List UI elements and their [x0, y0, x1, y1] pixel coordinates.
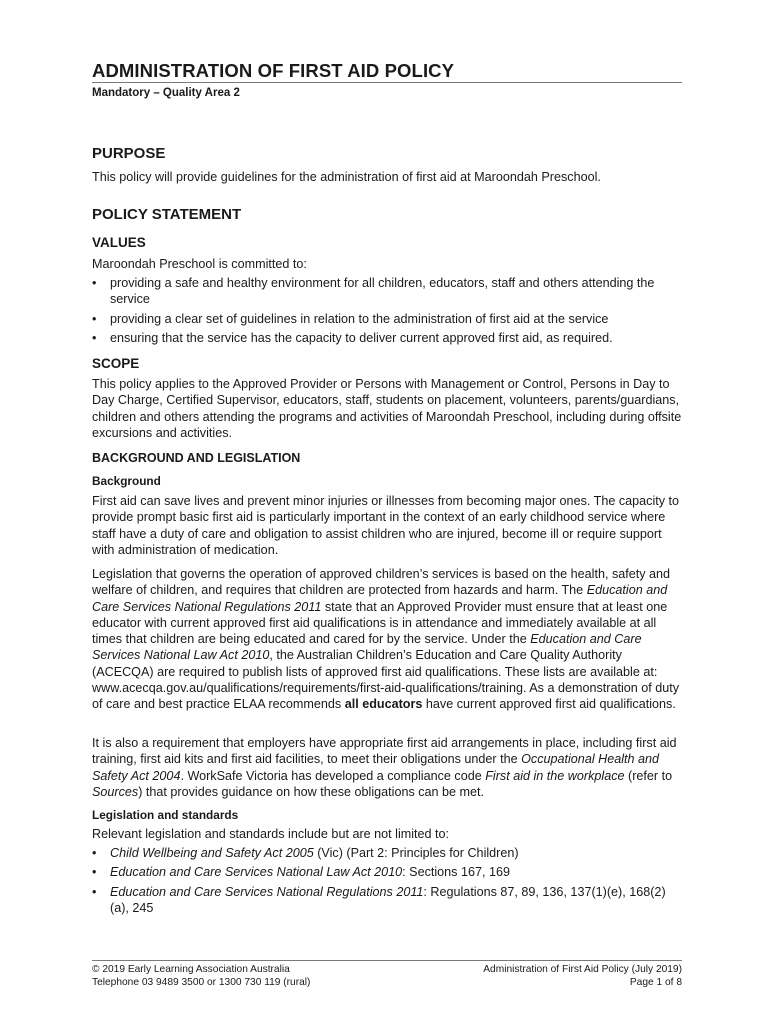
- scope-text: This policy applies to the Approved Provider or Persons with Management or Control, Persons in Day to Day Charge, Certified Supervisor, educators, staff, students on placement, volunteers, parents/guardians, children and others attending the programs and activities of Maroondah Preschool, including during offsite excursions and activities.: [92, 377, 682, 440]
- background-paragraph-2: Legislation that governs the operation of approved children’s services is based on the health, safety and welfare of children, and requires that children are protected from hazards and harm. The Education and Care Services National Regulations 2011 state that an Approved Provider must ensure that at least one educator with current approved first aid qualifications is in attendance and immediately available at all times that children are being educated and cared for by the service. Under the Education and Care Services National Law Act 2010, the Australian Children’s Education and Care Quality Authority (ACECQA) are required to publish lists of approved first aid qualifications. These lists are available at: www.acecqa.gov.au/qualifications/requirements/first-aid-qualifications/training. As a demonstration of duty of care and best practice ELAA recommends all educators have current approved first aid qualifications.: [92, 567, 680, 712]
- footer-right: [382, 964, 682, 989]
- list-item: • Education and Care Services National Regulations 2011: Regulations 87, 89, 136, 137(1)(e), 168(2)(a), 245: [92, 884, 666, 916]
- list-item: • Child Wellbeing and Safety Act 2005 (Vic) (Part 2: Principles for Children): [92, 846, 519, 860]
- footer-divider: [92, 960, 682, 961]
- legislation-intro: Relevant legislation and standards include but are not limited to:: [92, 827, 450, 841]
- page-title: ADMINISTRATION OF FIRST AID POLICY: [92, 60, 455, 81]
- title-divider: [92, 82, 682, 83]
- legislation-list: [92, 845, 682, 920]
- bullet-icon: •: [92, 884, 97, 899]
- list-item: • providing a safe and healthy environment for all children, educators, staff and others attending the service: [92, 276, 655, 307]
- list-item: • providing a clear set of guidelines in relation to the administration of first aid at the service: [92, 311, 609, 326]
- values-intro: Maroondah Preschool is committed to:: [92, 257, 307, 271]
- bullet-icon: •: [92, 311, 97, 326]
- background-legislation-heading: BACKGROUND AND LEGISLATION: [92, 451, 301, 465]
- bullet-icon: •: [92, 865, 97, 880]
- list-item: • Education and Care Services National Law Act 2010: Sections 167, 169: [92, 865, 510, 880]
- background-subheading: Background: [92, 474, 161, 488]
- footer-page-number: Page 1 of 8: [629, 976, 682, 988]
- footer-left: [92, 964, 310, 989]
- background-paragraph-1: First aid can save lives and prevent minor injuries or illnesses from becoming major ones. The capacity to provide prompt basic first aid is particularly important in the context of an early childhood service where staff have a duty of care and obligation to assist children who are injured, become ill or require support with administration of medication.: [92, 494, 680, 557]
- page-subtitle: Mandatory – Quality Area 2: [92, 87, 240, 99]
- footer-document-title: Administration of First Aid Policy (July 2019): [483, 964, 682, 975]
- policy-statement-heading: POLICY STATEMENT: [92, 206, 242, 223]
- bullet-icon: •: [92, 276, 97, 290]
- footer-telephone: Telephone 03 9489 3500 or 1300 730 119 (rural): [92, 976, 311, 988]
- footer-copyright: © 2019 Early Learning Association Australia: [92, 964, 290, 975]
- purpose-heading: PURPOSE: [92, 145, 166, 162]
- bullet-icon: •: [92, 331, 97, 346]
- values-list: [92, 275, 682, 350]
- legislation-subheading: Legislation and standards: [92, 808, 239, 822]
- bullet-icon: •: [92, 846, 97, 860]
- values-heading: VALUES: [92, 235, 146, 250]
- background-paragraph-3: It is also a requirement that employers have appropriate first aid arrangements in place, including first aid training, first aid kits and first aid facilities, to meet their obligations under the Occupational Health and Safety Act 2004. WorkSafe Victoria has developed a compliance code First aid in the workplace (refer to Sources) that provides guidance on how these obligations can be met.: [92, 736, 677, 799]
- purpose-text: This policy will provide guidelines for the administration of first aid at Maroondah Preschool.: [92, 170, 601, 184]
- list-item: • ensuring that the service has the capacity to deliver current approved first aid, as required.: [92, 331, 613, 346]
- scope-heading: SCOPE: [92, 356, 140, 371]
